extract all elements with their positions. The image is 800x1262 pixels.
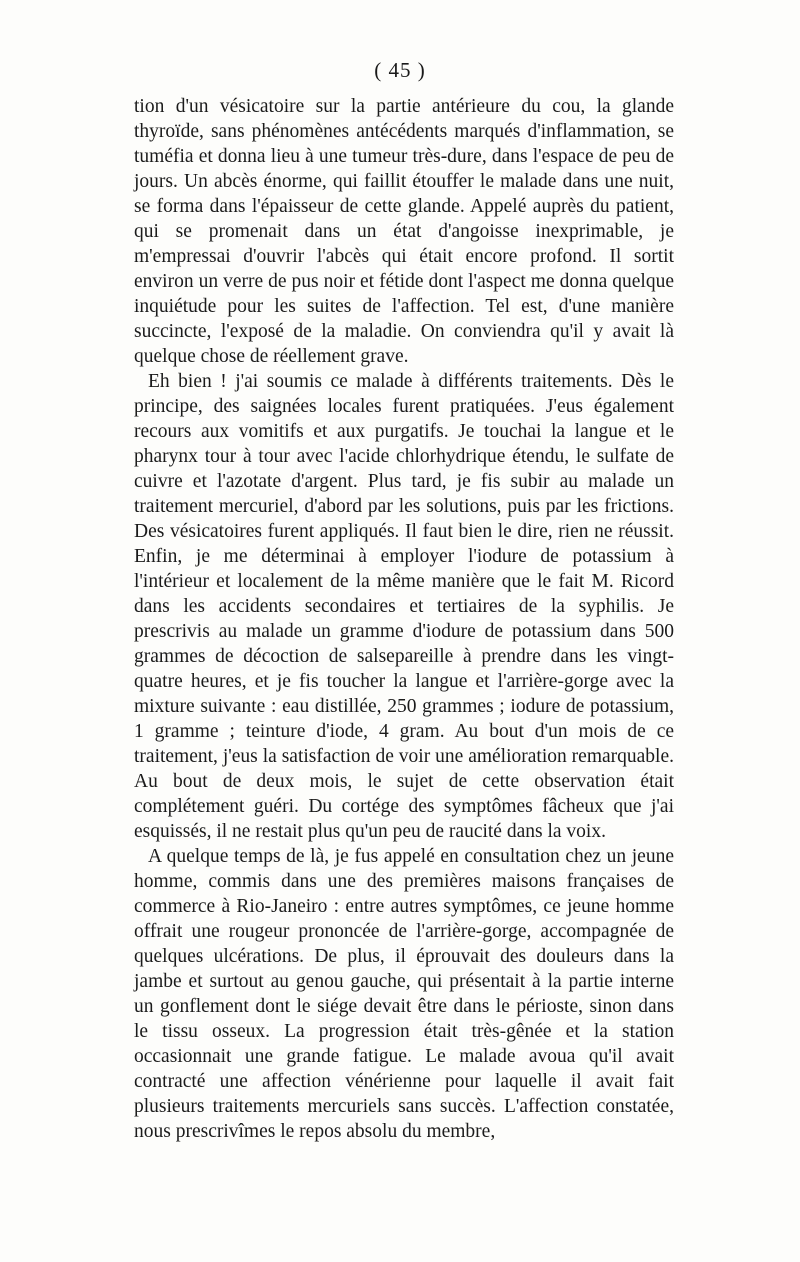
body-text [134,94,674,1144]
paragraph-1: tion d'un vésicatoire sur la partie antérieure du cou, la glande thyroïde, sans phénomènes antécédents marqués d'inflammation, se tuméfia et donna lieu à une tumeur très-dure, dans l'espace de peu de jours. Un abcès énorme, qui faillit étouffer le malade dans une nuit, se forma dans l'épaisseur de cette glande. Appelé auprès du patient, qui se promenait dans un état d'angoisse inexprimable, je m'empressai d'ouvrir l'abcès qui était encore profond. Il sortit environ un verre de pus noir et fétide dont l'aspect me donna quelque inquiétude pour les suites de l'affection. Tel est, d'une manière succincte, l'exposé de la maladie. On conviendra qu'il y avait là quelque chose de réellement grave. [134,96,674,367]
paragraph-3: A quelque temps de là, je fus appelé en consultation chez un jeune homme, commis dans une des premières maisons françaises de commerce à Rio-Janeiro : entre autres symptômes, ce jeune homme offrait une rougeur prononcée de l'arrière-gorge, accompagnée de quelques ulcérations. De plus, il éprouvait des douleurs dans la jambe et surtout au genou gauche, qui présentait à la partie interne un gonflement dont le siége devait être dans le périoste, sinon dans le tissu osseux. La progression était très-gênée et la station occasionnait une grande fatigue. Le malade avoua qu'il avait contracté une affection vénérienne pour laquelle il avait fait plusieurs traitements mercuriels sans succès. L'affection constatée, nous prescrivîmes le repos absolu du membre, [134,846,674,1142]
paragraph-2: Eh bien ! j'ai soumis ce malade à différents traitements. Dès le principe, des saignées locales furent pratiquées. J'eus également recours aux vomitifs et aux purgatifs. Je touchai la langue et le pharynx tour à tour avec l'acide chlorhydrique étendu, le sulfate de cuivre et l'azotate d'argent. Plus tard, je fis subir au malade un traitement mercuriel, d'abord par les solutions, puis par les frictions. Des vésicatoires furent appliqués. Il faut bien le dire, rien ne réussit. Enfin, je me déterminai à employer l'iodure de potassium à l'intérieur et localement de la même manière que le fait M. Ricord dans les accidents secondaires et tertiaires de la syphilis. Je prescrivis au malade un gramme d'iodure de potassium dans 500 grammes de décoction de salsepareille à prendre dans les vingt-quatre heures, et je fis toucher la langue et l'arrière-gorge avec la mixture suivante : eau distillée, 250 grammes ; iodure de potassium, 1 gramme ; teinture d'iode, 4 gram. Au bout d'un mois de ce traitement, j'eus la satisfaction de voir une amélioration remarquable. Au bout de deux mois, le sujet de cette observation était complétement guéri. Du cortége des symptômes fâcheux que j'ai esquissés, il ne restait plus qu'un peu de raucité dans la voix. [134,371,674,842]
page-number: ( 45 ) [374,58,426,82]
